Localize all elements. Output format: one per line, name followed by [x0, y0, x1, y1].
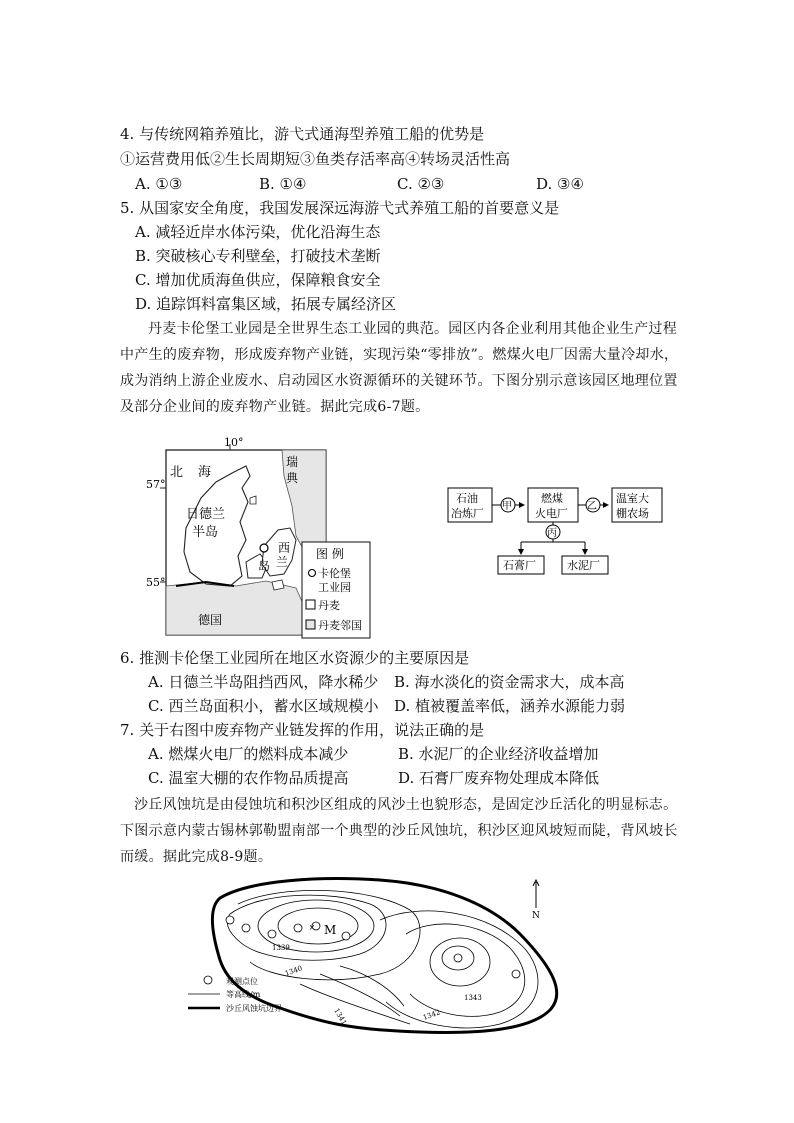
svg-text:×: × — [308, 923, 316, 932]
flow-jia-label: 甲 — [502, 501, 512, 512]
germany-label: 德国 — [198, 613, 223, 627]
contour-1341: 1341 — [332, 1007, 349, 1027]
contour-1342: 1342 — [421, 1008, 442, 1022]
cement-label: 水泥厂 — [567, 559, 600, 572]
q7-option-b[interactable]: B. 水泥厂的企业经济收益增加 — [398, 745, 599, 763]
flow-yi-label: 乙 — [587, 501, 597, 512]
legend-park-1: 卡伦堡 — [318, 567, 351, 580]
legend-observation-point-icon — [204, 976, 212, 984]
lat-55-label: 55° — [146, 576, 166, 589]
sweden-label-2: 典 — [286, 471, 299, 485]
north-sea-label-1: 北 — [170, 465, 184, 480]
q5-option-a[interactable]: A. 减轻近岸水体污染，优化沿海生态 — [135, 223, 381, 241]
q5-stem: 5. 从国家安全角度，我国发展深远海游弋式养殖工船的首要意义是 — [120, 199, 560, 217]
jutland-label-2: 半岛 — [192, 525, 219, 540]
sweden-label-1: 瑞 — [286, 455, 299, 469]
zealand-label-2: 兰 — [276, 555, 289, 569]
q6-option-a[interactable]: A. 日德兰半岛阻挡西风，降水稀少 — [148, 673, 379, 691]
q6-option-c[interactable]: C. 西兰岛面积小，蓄水区域规模小 — [148, 697, 379, 715]
zealand-label-1: 西 — [278, 541, 291, 555]
q5-option-d[interactable]: D. 追踪饵料富集区域，拓展专属经济区 — [135, 295, 397, 313]
lat-57-label: 57° — [146, 478, 166, 491]
q7-option-d[interactable]: D. 石膏厂废弃物处理成本降低 — [398, 769, 600, 787]
denmark-map — [146, 436, 378, 640]
q7-stem: 7. 关于右图中废弃物产业链发挥的作用，说法正确的是 — [120, 721, 485, 739]
point-m-label: M — [324, 923, 337, 937]
zealand-label-3: 岛 — [258, 559, 271, 573]
legend-denmark: 丹麦 — [318, 599, 340, 612]
north-label: N — [532, 911, 540, 921]
kalundborg-park-marker — [260, 544, 268, 552]
legend-park-2: 工业园 — [318, 581, 351, 594]
legend-contour: 等高线/m — [226, 990, 261, 999]
q4-option-b[interactable]: B. ①④ — [259, 175, 307, 193]
legend-neighbor: 丹麦邻国 — [318, 619, 362, 632]
q7-option-c[interactable]: C. 温室大棚的农作物品质提高 — [148, 769, 349, 787]
refinery-label-2: 冶炼厂 — [451, 507, 484, 520]
power-label-1: 燃煤 — [541, 492, 563, 505]
greenhouse-label-2: 棚农场 — [616, 507, 649, 520]
q6-option-d[interactable]: D. 植被覆盖率低，涵养水源能力弱 — [394, 697, 626, 715]
legend-observation-point: 观测点位 — [226, 977, 258, 986]
jutland-label-1: 日德兰 — [186, 507, 226, 522]
intro-6-7: 丹麦卡伦堡工业园是全世界生态工业园的典范。园区内各企业利用其他企业生产过程中产生的废弃物，形成废弃物产业链，实现污染“零排放”。燃煤火电厂因需大量冷却水，成为消纳上游企业废水、启动园区水资源循环的关键环节。下图分别示意该园区地理位置及部分企业间的废弃物产业链。据此完成6-7题。 — [120, 321, 679, 415]
q6-stem: 6. 推测卡伦堡工业园所在地区水资源少的主要原因是 — [120, 649, 470, 667]
q5-option-c[interactable]: C. 增加优质海鱼供应，保障粮食安全 — [135, 271, 381, 289]
contour-1343: 1343 — [464, 994, 482, 1002]
power-label-2: 火电厂 — [535, 507, 568, 520]
intro-8-9: 沙丘风蚀坑是由侵蚀坑和积沙区组成的风沙土也貌形态，是固定沙丘活化的明显标志。下图示意内蒙古锡林郭勒盟南部一个典型的沙丘风蚀坑，积沙区迎风坡短而陡，背风坡长而缓。据此完成8-9题。 — [120, 797, 678, 865]
q4-option-d[interactable]: D. ③④ — [536, 175, 584, 193]
greenhouse-label-1: 温室大 — [616, 492, 649, 505]
q5-option-b[interactable]: B. 突破核心专利壁垒，打破技术垄断 — [135, 247, 381, 265]
gypsum-label: 石膏厂 — [503, 559, 536, 572]
legend-title: 图 例 — [316, 547, 344, 561]
blowout-contour-map — [180, 874, 580, 1038]
flow-bing-label: 丙 — [547, 528, 557, 539]
refinery-label-1: 石油 — [456, 492, 478, 505]
q7-option-a[interactable]: A. 燃煤火电厂的燃料成本减少 — [148, 745, 349, 763]
q4-option-c[interactable]: C. ②③ — [397, 175, 445, 193]
north-sea-label-2: 海 — [198, 465, 212, 480]
q4-option-a[interactable]: A. ①③ — [135, 175, 183, 193]
q4-stem: 4. 与传统网箱养殖比，游弋式通海型养殖工船的优势是 — [120, 125, 485, 143]
contour-1340: 1340 — [283, 964, 304, 978]
legend-boundary: 沙丘风蚀坑边界 — [226, 1004, 282, 1013]
q6-option-b[interactable]: B. 海水淡化的资金需求大，成本高 — [394, 673, 625, 691]
lon-10-label: 10° — [224, 436, 244, 449]
contour-1339: 1339 — [272, 944, 290, 952]
waste-chain-diagram — [444, 484, 668, 576]
germany-region — [166, 581, 306, 635]
q4-items: ①运营费用低②生长周期短③鱼类存活率高④转场灵活性高 — [120, 150, 511, 168]
